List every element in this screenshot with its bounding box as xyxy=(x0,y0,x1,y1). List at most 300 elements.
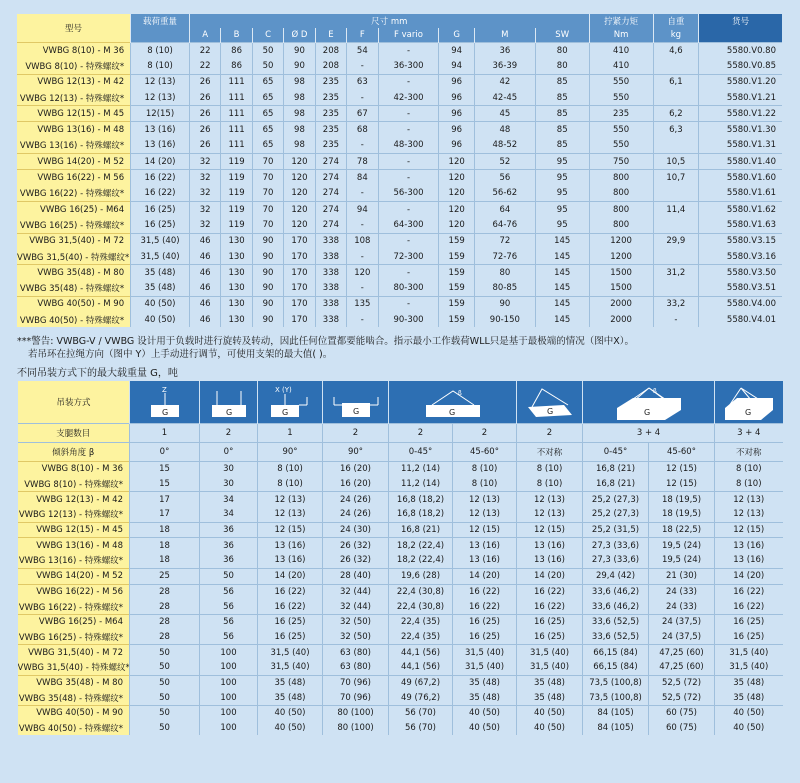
table-row xyxy=(18,584,783,599)
capacity-cell: 24 (26) xyxy=(323,492,389,507)
value-cell: 35 (48) xyxy=(131,265,190,281)
capacity-cell: 14 (20) xyxy=(715,568,783,584)
capacity-cell: 16,8 (18,2) xyxy=(389,507,453,522)
value-cell: 274 xyxy=(315,170,346,186)
capacity-cell: 35 (48) xyxy=(258,675,323,690)
model-header: 型号 xyxy=(17,14,131,43)
capacity-cell: 24 (33) xyxy=(649,599,715,614)
capacity-cell: 33,6 (46,2) xyxy=(583,584,649,599)
value-cell: 550 xyxy=(589,122,653,138)
model-cell: VWBG 12(13) - M 42 xyxy=(18,492,130,507)
value-cell: 111 xyxy=(221,138,252,154)
capacity-cell: 14 (20) xyxy=(258,568,323,584)
capacity-cell: 35 (48) xyxy=(453,690,517,705)
capacity-cell: 24 (30) xyxy=(323,522,389,538)
sub-header: Ø D xyxy=(284,28,315,43)
capacity-cell: 29,4 (42) xyxy=(583,568,649,584)
capacity-cell: 18 (22,5) xyxy=(649,522,715,538)
capacity-cell: 16 (25) xyxy=(517,614,583,629)
model-cell: VWBG 8(10) - M 36 xyxy=(17,43,131,59)
capacity-cell: 50 xyxy=(130,675,200,690)
capacity-cell: 40 (50) xyxy=(453,706,517,721)
value-cell: 130 xyxy=(221,249,252,265)
capacity-cell: 100 xyxy=(200,645,258,660)
legs-cell: 3 + 4 xyxy=(715,424,783,443)
model-cell: VWBG 8(10) - 特殊螺纹* xyxy=(17,58,131,74)
capacity-cell: 12 (13) xyxy=(453,492,517,507)
capacity-cell: 35 (48) xyxy=(453,675,517,690)
capacity-cell: 12 (15) xyxy=(649,477,715,492)
capacity-cell: 16 (25) xyxy=(517,630,583,645)
value-cell: 46 xyxy=(189,280,220,296)
capacity-cell: 31,5 (40) xyxy=(517,645,583,660)
pic-label-g: G xyxy=(546,407,553,416)
value-cell: 80 xyxy=(535,58,589,74)
value-cell: 145 xyxy=(535,312,589,327)
capacity-cell: 21 (30) xyxy=(649,568,715,584)
capacity-cell: 40 (50) xyxy=(715,706,783,721)
angle-cell: 不对称 xyxy=(715,443,783,462)
capacity-cell: 13 (16) xyxy=(453,538,517,553)
capacity-cell: 18 (19,5) xyxy=(649,492,715,507)
value-cell: 5580.V0.80 xyxy=(699,43,782,59)
value-cell xyxy=(653,90,699,106)
value-cell: 13 (16) xyxy=(131,122,190,138)
value-cell: 90 xyxy=(252,233,283,249)
legs-cell: 2 xyxy=(389,424,453,443)
value-cell: 85 xyxy=(535,138,589,154)
capacity-cell: 19,6 (28) xyxy=(389,568,453,584)
capacity-cell: 11,2 (14) xyxy=(389,462,453,477)
pic-label-beta: ß xyxy=(652,388,657,395)
load-capacity-table xyxy=(17,381,783,735)
value-cell: 86 xyxy=(221,58,252,74)
sub-header: F xyxy=(347,28,378,43)
capacity-cell: 16 (25) xyxy=(453,630,517,645)
value-cell: 65 xyxy=(252,74,283,90)
value-cell: 235 xyxy=(315,138,346,154)
torque-unit: Nm xyxy=(589,28,653,43)
legs-cell: 2 xyxy=(517,424,583,443)
value-cell: 170 xyxy=(284,249,315,265)
capacity-cell: 31,5 (40) xyxy=(258,645,323,660)
capacity-cell: 40 (50) xyxy=(517,706,583,721)
capacity-cell: 24 (26) xyxy=(323,507,389,522)
value-cell: 94 xyxy=(347,201,378,217)
value-cell: 130 xyxy=(221,312,252,327)
value-cell: 26 xyxy=(189,74,220,90)
capacity-cell: 12 (15) xyxy=(258,522,323,538)
capacity-cell: 24 (37,5) xyxy=(649,630,715,645)
table-row xyxy=(17,43,782,59)
value-cell: 72 xyxy=(474,233,535,249)
value-cell: 120 xyxy=(439,170,475,186)
value-cell: 135 xyxy=(347,296,378,312)
value-cell: 36-39 xyxy=(474,58,535,74)
value-cell: 11,4 xyxy=(653,201,699,217)
value-cell: 111 xyxy=(221,74,252,90)
two-leg-asym-icon xyxy=(517,381,583,424)
value-cell: 235 xyxy=(315,122,346,138)
model-cell: VWBG 16(22) - 特殊螺纹* xyxy=(17,186,131,202)
capacity-cell: 12 (13) xyxy=(517,507,583,522)
angle-cell: 0-45° xyxy=(583,443,649,462)
legs-cell: 2 xyxy=(323,424,389,443)
table-row xyxy=(17,312,782,327)
table-row xyxy=(18,706,783,721)
capacity-cell: 13 (16) xyxy=(258,553,323,568)
table-row xyxy=(18,492,783,507)
value-cell: 90-150 xyxy=(474,312,535,327)
capacity-cell: 13 (16) xyxy=(715,553,783,568)
legs-label: 支腿数目 xyxy=(18,424,130,443)
capacity-cell: 8 (10) xyxy=(715,477,783,492)
value-cell: 119 xyxy=(221,186,252,202)
value-cell: 6,3 xyxy=(653,122,699,138)
specifications-body xyxy=(17,43,782,328)
model-cell: VWBG 35(48) - M 80 xyxy=(18,675,130,690)
model-cell: VWBG 16(25) - M64 xyxy=(17,201,131,217)
capacity-cell: 16 (22) xyxy=(453,584,517,599)
capacity-cell: 18 (19,5) xyxy=(649,507,715,522)
value-cell: 5580.V1.20 xyxy=(699,74,782,90)
capacity-cell: 84 (105) xyxy=(583,706,649,721)
value-cell: 111 xyxy=(221,106,252,122)
value-cell: 119 xyxy=(221,201,252,217)
capacity-cell: 18 xyxy=(130,553,200,568)
value-cell: 70 xyxy=(252,217,283,233)
capacity-cell: 16 (25) xyxy=(715,614,783,629)
section-title: 不同吊装方式下的最大载重量 G，吨 xyxy=(17,368,178,379)
model-cell: VWBG 12(13) - 特殊螺纹* xyxy=(18,507,130,522)
capacity-cell: 66,15 (84) xyxy=(583,660,649,675)
value-cell: 31,5 (40) xyxy=(131,249,190,265)
value-cell: 94 xyxy=(439,58,475,74)
value-cell xyxy=(653,217,699,233)
capacity-cell: 11,2 (14) xyxy=(389,477,453,492)
capacity-cell: 18,2 (22,4) xyxy=(389,553,453,568)
value-cell: 111 xyxy=(221,90,252,106)
value-cell: 1500 xyxy=(589,265,653,281)
value-cell: 120 xyxy=(284,154,315,170)
value-cell: 159 xyxy=(439,233,475,249)
capacity-cell: 13 (16) xyxy=(517,553,583,568)
value-cell: 96 xyxy=(439,90,475,106)
value-cell: 26 xyxy=(189,90,220,106)
value-cell: - xyxy=(653,312,699,327)
value-cell: 410 xyxy=(589,58,653,74)
sub-header: A xyxy=(189,28,220,43)
value-cell: 235 xyxy=(315,74,346,90)
four-leg-angle-icon xyxy=(583,381,715,424)
value-cell: 94 xyxy=(439,43,475,59)
value-cell: 8 (10) xyxy=(131,43,190,59)
value-cell: 120 xyxy=(284,186,315,202)
value-cell: 1200 xyxy=(589,249,653,265)
legs-cell: 3 + 4 xyxy=(583,424,715,443)
capacity-cell: 32 (44) xyxy=(323,584,389,599)
table-row xyxy=(18,660,783,675)
value-cell: 40 (50) xyxy=(131,296,190,312)
model-cell: VWBG 12(13) - 特殊螺纹* xyxy=(17,90,131,106)
model-cell: VWBG 31,5(40) - M 72 xyxy=(17,233,131,249)
value-cell: 130 xyxy=(221,233,252,249)
value-cell: 65 xyxy=(252,106,283,122)
value-cell: - xyxy=(378,296,439,312)
table-row xyxy=(18,675,783,690)
model-cell: VWBG 40(50) - 特殊螺纹* xyxy=(18,721,130,736)
capacity-cell: 35 (48) xyxy=(258,690,323,705)
capacity-cell: 34 xyxy=(200,507,258,522)
table-row xyxy=(18,630,783,645)
capacity-cell: 26 (32) xyxy=(323,538,389,553)
capacity-cell: 16 (25) xyxy=(258,630,323,645)
capacity-cell: 8 (10) xyxy=(258,462,323,477)
model-cell: VWBG 31,5(40) - 特殊螺纹* xyxy=(18,660,130,675)
value-cell: 338 xyxy=(315,249,346,265)
weight-header: 自重 xyxy=(653,14,699,28)
table-row xyxy=(18,568,783,584)
value-cell: - xyxy=(347,58,378,74)
capacity-cell: 17 xyxy=(130,507,200,522)
capacity-cell: 12 (13) xyxy=(517,492,583,507)
pic-label-g: G xyxy=(448,408,455,417)
capacity-cell: 18 xyxy=(130,538,200,553)
model-cell: VWBG 35(48) - 特殊螺纹* xyxy=(18,690,130,705)
capacity-cell: 14 (20) xyxy=(453,568,517,584)
value-cell: - xyxy=(378,265,439,281)
value-cell: 5580.V3.15 xyxy=(699,233,782,249)
sub-header: B xyxy=(221,28,252,43)
capacity-cell: 24 (33) xyxy=(649,584,715,599)
value-cell: 46 xyxy=(189,249,220,265)
value-cell: 26 xyxy=(189,122,220,138)
value-cell: 145 xyxy=(535,233,589,249)
value-cell: 98 xyxy=(284,138,315,154)
value-cell: 32 xyxy=(189,154,220,170)
angle-row xyxy=(18,443,783,462)
value-cell: 48-52 xyxy=(474,138,535,154)
capacity-cell: 84 (105) xyxy=(583,721,649,736)
value-cell: 170 xyxy=(284,312,315,327)
capacity-cell: 50 xyxy=(130,645,200,660)
value-cell: 95 xyxy=(535,217,589,233)
value-cell: - xyxy=(378,43,439,59)
table-row xyxy=(18,614,783,629)
capacity-cell: 30 xyxy=(200,477,258,492)
value-cell: 800 xyxy=(589,217,653,233)
value-cell: 130 xyxy=(221,296,252,312)
model-cell: VWBG 16(22) - M 56 xyxy=(18,584,130,599)
capacity-cell: 100 xyxy=(200,706,258,721)
capacity-cell: 16 (25) xyxy=(453,614,517,629)
capacity-cell: 80 (100) xyxy=(323,721,389,736)
value-cell: - xyxy=(378,74,439,90)
model-cell: VWBG 13(16) - M 48 xyxy=(17,122,131,138)
value-cell: 1200 xyxy=(589,233,653,249)
angle-cell: 90° xyxy=(323,443,389,462)
value-cell: 208 xyxy=(315,58,346,74)
capacity-cell: 8 (10) xyxy=(715,462,783,477)
model-cell: VWBG 13(16) - 特殊螺纹* xyxy=(18,553,130,568)
value-cell: 35 (48) xyxy=(131,280,190,296)
value-cell: 10,5 xyxy=(653,154,699,170)
capacity-cell: 32 (50) xyxy=(323,630,389,645)
capacity-cell: 17 xyxy=(130,492,200,507)
value-cell: - xyxy=(347,217,378,233)
capacity-cell: 25,2 (27,3) xyxy=(583,507,649,522)
value-cell: 170 xyxy=(284,265,315,281)
value-cell: 98 xyxy=(284,90,315,106)
capacity-cell: 50 xyxy=(200,568,258,584)
value-cell: 80 xyxy=(474,265,535,281)
table-row xyxy=(17,58,782,74)
value-cell: - xyxy=(378,106,439,122)
capacity-cell: 50 xyxy=(130,721,200,736)
value-cell: 800 xyxy=(589,201,653,217)
capacity-cell: 28 xyxy=(130,599,200,614)
capacity-cell: 52,5 (72) xyxy=(649,690,715,705)
pic-label-g: G xyxy=(161,408,168,417)
capacity-cell: 12 (13) xyxy=(258,492,323,507)
angle-cell: 0° xyxy=(200,443,258,462)
capacity-cell: 66,15 (84) xyxy=(583,645,649,660)
table-row xyxy=(17,217,782,233)
angle-cell: 不对称 xyxy=(517,443,583,462)
value-cell: 235 xyxy=(315,106,346,122)
capacity-cell: 100 xyxy=(200,690,258,705)
capacity-cell: 33,6 (52,5) xyxy=(583,630,649,645)
capacity-cell: 13 (16) xyxy=(715,538,783,553)
capacity-cell: 16 (22) xyxy=(517,599,583,614)
value-cell: 130 xyxy=(221,280,252,296)
value-cell: 85 xyxy=(535,90,589,106)
value-cell: 96 xyxy=(439,106,475,122)
value-cell: 338 xyxy=(315,265,346,281)
value-cell: 170 xyxy=(284,280,315,296)
value-cell: 119 xyxy=(221,170,252,186)
value-cell: 33,2 xyxy=(653,296,699,312)
capacity-cell: 8 (10) xyxy=(258,477,323,492)
value-cell: 50 xyxy=(252,58,283,74)
capacity-cell: 56 xyxy=(200,584,258,599)
capacity-cell: 16 (22) xyxy=(258,599,323,614)
table-row xyxy=(18,645,783,660)
value-cell: 2000 xyxy=(589,312,653,327)
value-cell: 80 xyxy=(535,43,589,59)
sub-header: G xyxy=(439,28,475,43)
value-cell: 96 xyxy=(439,74,475,90)
value-cell: 90 xyxy=(252,249,283,265)
sub-header: E xyxy=(315,28,346,43)
capacity-cell: 32 (44) xyxy=(323,599,389,614)
capacity-cell: 70 (96) xyxy=(323,690,389,705)
value-cell: 5580.V1.60 xyxy=(699,170,782,186)
value-cell: 95 xyxy=(535,170,589,186)
value-cell: 16 (25) xyxy=(131,201,190,217)
value-cell: 410 xyxy=(589,43,653,59)
model-cell: VWBG 16(25) - 特殊螺纹* xyxy=(18,630,130,645)
value-cell: 120 xyxy=(439,186,475,202)
table-row xyxy=(18,507,783,522)
value-cell: 46 xyxy=(189,296,220,312)
value-cell: 90 xyxy=(252,296,283,312)
angle-cell: 0-45° xyxy=(389,443,453,462)
value-cell: 750 xyxy=(589,154,653,170)
value-cell: 1500 xyxy=(589,280,653,296)
value-cell: 16 (22) xyxy=(131,170,190,186)
value-cell xyxy=(653,138,699,154)
capacity-cell: 22,4 (35) xyxy=(389,614,453,629)
table-row xyxy=(17,186,782,202)
capacity-cell: 100 xyxy=(200,721,258,736)
capacity-cell: 16 (20) xyxy=(323,462,389,477)
angle-cell: 45-60° xyxy=(453,443,517,462)
capacity-cell: 16 (22) xyxy=(258,584,323,599)
capacity-cell: 18,2 (22,4) xyxy=(389,538,453,553)
value-cell: 550 xyxy=(589,138,653,154)
code-header: 货号 xyxy=(699,14,782,43)
value-cell: 159 xyxy=(439,312,475,327)
value-cell: 26 xyxy=(189,106,220,122)
capacity-cell: 36 xyxy=(200,522,258,538)
value-cell: 119 xyxy=(221,154,252,170)
value-cell: 4,6 xyxy=(653,43,699,59)
capacity-cell: 44,1 (56) xyxy=(389,660,453,675)
capacity-cell: 40 (50) xyxy=(517,721,583,736)
value-cell: 159 xyxy=(439,280,475,296)
table-row xyxy=(17,138,782,154)
capacity-cell: 27,3 (33,6) xyxy=(583,538,649,553)
value-cell: 80-300 xyxy=(378,280,439,296)
value-cell: 120 xyxy=(439,154,475,170)
value-cell: 86 xyxy=(221,43,252,59)
capacity-cell: 28 xyxy=(130,630,200,645)
capacity-cell: 16 (25) xyxy=(258,614,323,629)
value-cell: 65 xyxy=(252,138,283,154)
value-cell: 70 xyxy=(252,201,283,217)
value-cell: 95 xyxy=(535,201,589,217)
value-cell: 12 (13) xyxy=(131,74,190,90)
value-cell: 96 xyxy=(439,122,475,138)
value-cell: 120 xyxy=(284,201,315,217)
pic-label-g: G xyxy=(643,408,650,417)
value-cell: 90 xyxy=(252,280,283,296)
value-cell: 84 xyxy=(347,170,378,186)
value-cell: 67 xyxy=(347,106,378,122)
value-cell: 235 xyxy=(589,106,653,122)
capacity-cell: 16 (25) xyxy=(715,630,783,645)
value-cell: 8 (10) xyxy=(131,58,190,74)
value-cell: 5580.V3.16 xyxy=(699,249,782,265)
warning-note-2: 若吊环在拉绳方向（图中 Y）上手动进行调节，可使用支架的最大值( )。 xyxy=(28,349,333,360)
model-cell: VWBG 40(50) - M 90 xyxy=(18,706,130,721)
capacity-cell: 31,5 (40) xyxy=(715,660,783,675)
value-cell: 72-300 xyxy=(378,249,439,265)
capacity-cell: 8 (10) xyxy=(517,462,583,477)
value-cell: 78 xyxy=(347,154,378,170)
capacity-cell: 100 xyxy=(200,675,258,690)
angle-cell: 90° xyxy=(258,443,323,462)
value-cell: 98 xyxy=(284,106,315,122)
sub-header: M xyxy=(474,28,535,43)
table-row xyxy=(17,233,782,249)
value-cell: 145 xyxy=(535,249,589,265)
angle-label: 倾斜角度 β xyxy=(18,443,130,462)
value-cell: 31,5 (40) xyxy=(131,233,190,249)
value-cell: 274 xyxy=(315,154,346,170)
capacity-cell: 80 (100) xyxy=(323,706,389,721)
